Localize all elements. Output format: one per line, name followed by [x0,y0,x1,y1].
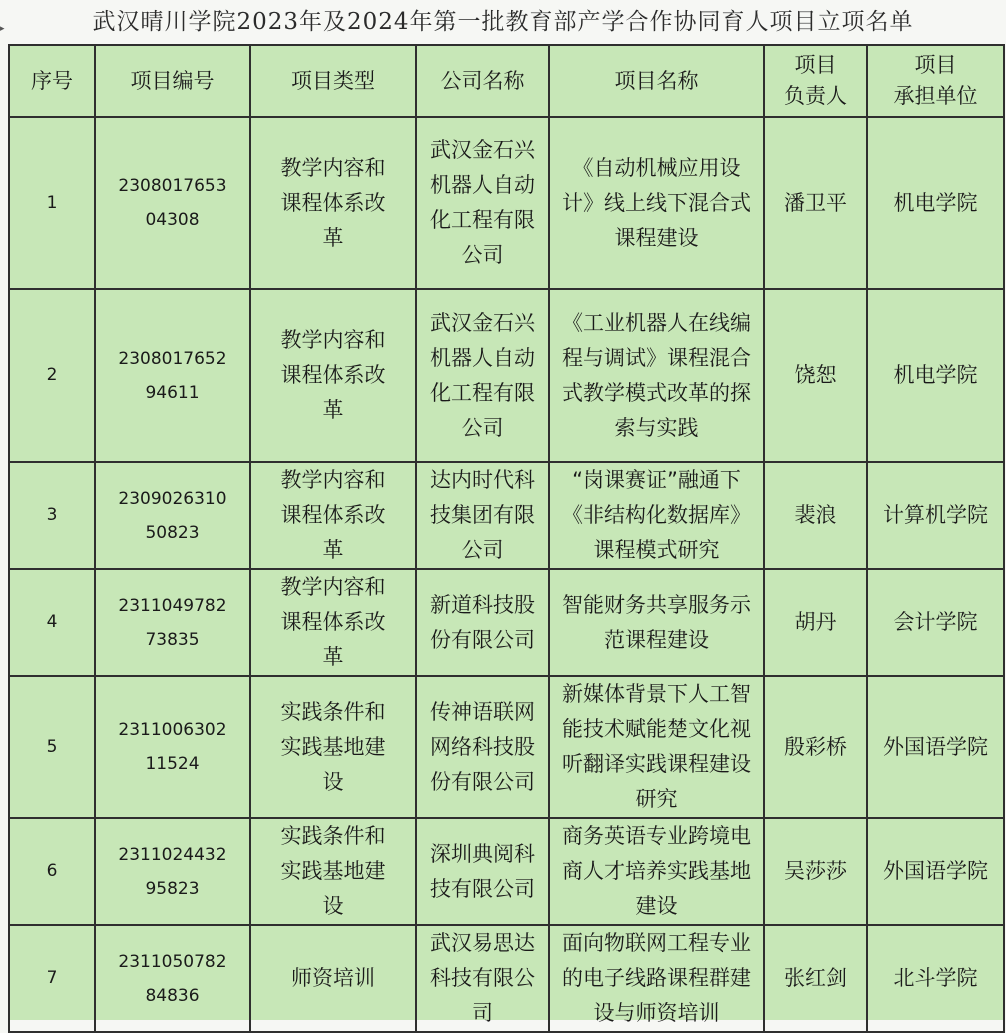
leader-cell-text: 吴莎莎 [784,859,847,883]
unit-cell-text: 机电学院 [893,363,978,387]
project-name-cell [549,818,764,925]
project-name-cell-text: 《工业机器人在线编程与调试》课程混合式教学模式改革的探索与实践 [562,310,751,440]
project-code-cell-text: 231100630211524 [118,720,227,774]
seq-cell [9,925,95,1032]
table-row [9,462,1004,569]
unit-cell [867,289,1004,462]
seq-cell [9,818,95,925]
project-type-cell [250,117,416,289]
corner-marker: ▸ [0,24,5,34]
seq-cell-text: 3 [46,505,58,525]
leader-cell [764,676,867,818]
header-project-name: 项目名称 [549,45,764,117]
table-row [9,818,1004,925]
leader-cell [764,117,867,289]
company-cell-text: 达内时代科技集团有限公司 [430,468,535,562]
unit-cell [867,462,1004,569]
project-type-cell-text: 实践条件和实践基地建设 [280,699,386,794]
project-type-cell [250,569,416,676]
project-name-cell-text: “岗课赛证”融通下《非结构化数据库》课程模式研究 [562,468,751,562]
unit-cell [867,117,1004,289]
company-cell [416,818,549,925]
project-code-cell-text: 231104978273835 [118,595,227,650]
leader-cell-text: 张红剑 [784,966,847,990]
company-cell [416,289,549,462]
unit-cell-text: 外国语学院 [883,859,988,883]
project-type-cell [250,676,416,818]
company-cell-text: 武汉金石兴机器人自动化工程有限公司 [430,138,535,267]
project-name-cell [549,676,764,818]
table-row [9,117,1004,289]
company-cell [416,925,549,1032]
project-type-cell-text: 教学内容和课程体系改革 [280,155,386,250]
project-type-cell [250,818,416,925]
project-name-cell [549,462,764,569]
seq-cell-text: 7 [46,968,58,988]
project-type-cell [250,925,416,1032]
table-row [9,289,1004,462]
project-table [8,44,1003,1025]
leader-cell-text: 潘卫平 [784,190,847,215]
company-cell [416,117,549,289]
project-name-cell [549,117,764,289]
company-cell-text: 武汉金石兴机器人自动化工程有限公司 [430,310,535,440]
company-cell [416,676,549,818]
unit-cell-text: 会计学院 [893,610,978,634]
header-seq: 序号 [9,45,95,117]
seq-cell [9,117,95,289]
unit-cell-text: 外国语学院 [883,734,988,759]
leader-cell-text: 胡丹 [794,610,837,634]
project-code-cell-text: 230902631050823 [118,488,227,543]
project-type-cell-text: 教学内容和课程体系改革 [280,328,386,422]
leader-cell [764,925,867,1032]
header-unit: 项目 承担单位 [867,45,1004,117]
project-name-cell-text: 新媒体背景下人工智能技术赋能楚文化视听翻译实践课程建设研究 [562,682,751,811]
project-code-cell-text: 230801765304308 [118,176,227,230]
company-cell-text: 武汉易思达科技有限公司 [430,931,535,1025]
leader-cell-text: 裴浪 [794,503,837,527]
company-cell [416,569,549,676]
project-type-cell-text: 教学内容和课程体系改革 [280,468,386,562]
unit-cell-text: 北斗学院 [893,966,978,990]
project-type-cell-text: 师资培训 [291,966,375,990]
company-cell-text: 新道科技股份有限公司 [430,592,535,652]
table-row [9,925,1004,1032]
project-code-cell [95,818,250,925]
project-type-cell-text: 教学内容和课程体系改革 [280,575,386,669]
table-row [9,569,1004,676]
project-name-cell [549,925,764,1032]
unit-cell-text: 计算机学院 [883,503,988,527]
project-code-cell [95,462,250,569]
project-name-cell-text: 《自动机械应用设计》线上线下混合式课程建设 [562,155,751,250]
document-title: 武汉晴川学院2023年及2024年第一批教育部产学合作协同育人项目立项名单 [92,9,914,35]
project-code-cell-text: 231102443295823 [118,844,227,899]
company-cell-text: 深圳典阅科技有限公司 [430,841,535,901]
seq-cell-text: 1 [46,192,58,213]
leader-cell [764,818,867,925]
company-cell [416,462,549,569]
project-type-cell [250,289,416,462]
project-code-cell-text: 230801765294611 [118,348,227,403]
leader-cell-text: 殷彩桥 [784,734,847,759]
leader-cell-text: 饶恕 [794,363,837,387]
project-name-cell [549,569,764,676]
seq-cell [9,289,95,462]
project-code-cell-text: 231105078284836 [118,951,227,1006]
header-code: 项目编号 [95,45,250,117]
project-name-cell [549,289,764,462]
seq-cell-text: 2 [46,365,58,385]
leader-cell [764,569,867,676]
project-code-cell [95,117,250,289]
project-code-cell [95,676,250,818]
project-type-cell [250,462,416,569]
project-code-cell [95,289,250,462]
unit-cell-text: 机电学院 [893,190,978,215]
unit-cell [867,569,1004,676]
project-name-cell-text: 面向物联网工程专业的电子线路课程群建设与师资培训 [562,931,751,1025]
seq-cell-text: 4 [46,612,58,632]
project-type-cell-text: 实践条件和实践基地建设 [280,824,386,918]
table-header-row [9,45,1004,117]
seq-cell [9,462,95,569]
header-company: 公司名称 [416,45,549,117]
project-name-cell-text: 商务英语专业跨境电商人才培养实践基地建设 [562,824,751,918]
table-row [9,676,1004,818]
project-code-cell [95,569,250,676]
seq-cell-text: 6 [46,861,58,881]
unit-cell [867,818,1004,925]
seq-cell-text: 5 [46,736,58,757]
project-name-cell-text: 智能财务共享服务示范课程建设 [562,592,751,652]
company-cell-text: 传神语联网网络科技股份有限公司 [430,699,535,794]
seq-cell [9,569,95,676]
header-type: 项目类型 [250,45,416,117]
leader-cell [764,462,867,569]
unit-cell [867,676,1004,818]
unit-cell [867,925,1004,1032]
leader-cell [764,289,867,462]
header-leader: 项目 负责人 [764,45,867,117]
project-code-cell [95,925,250,1032]
seq-cell [9,676,95,818]
